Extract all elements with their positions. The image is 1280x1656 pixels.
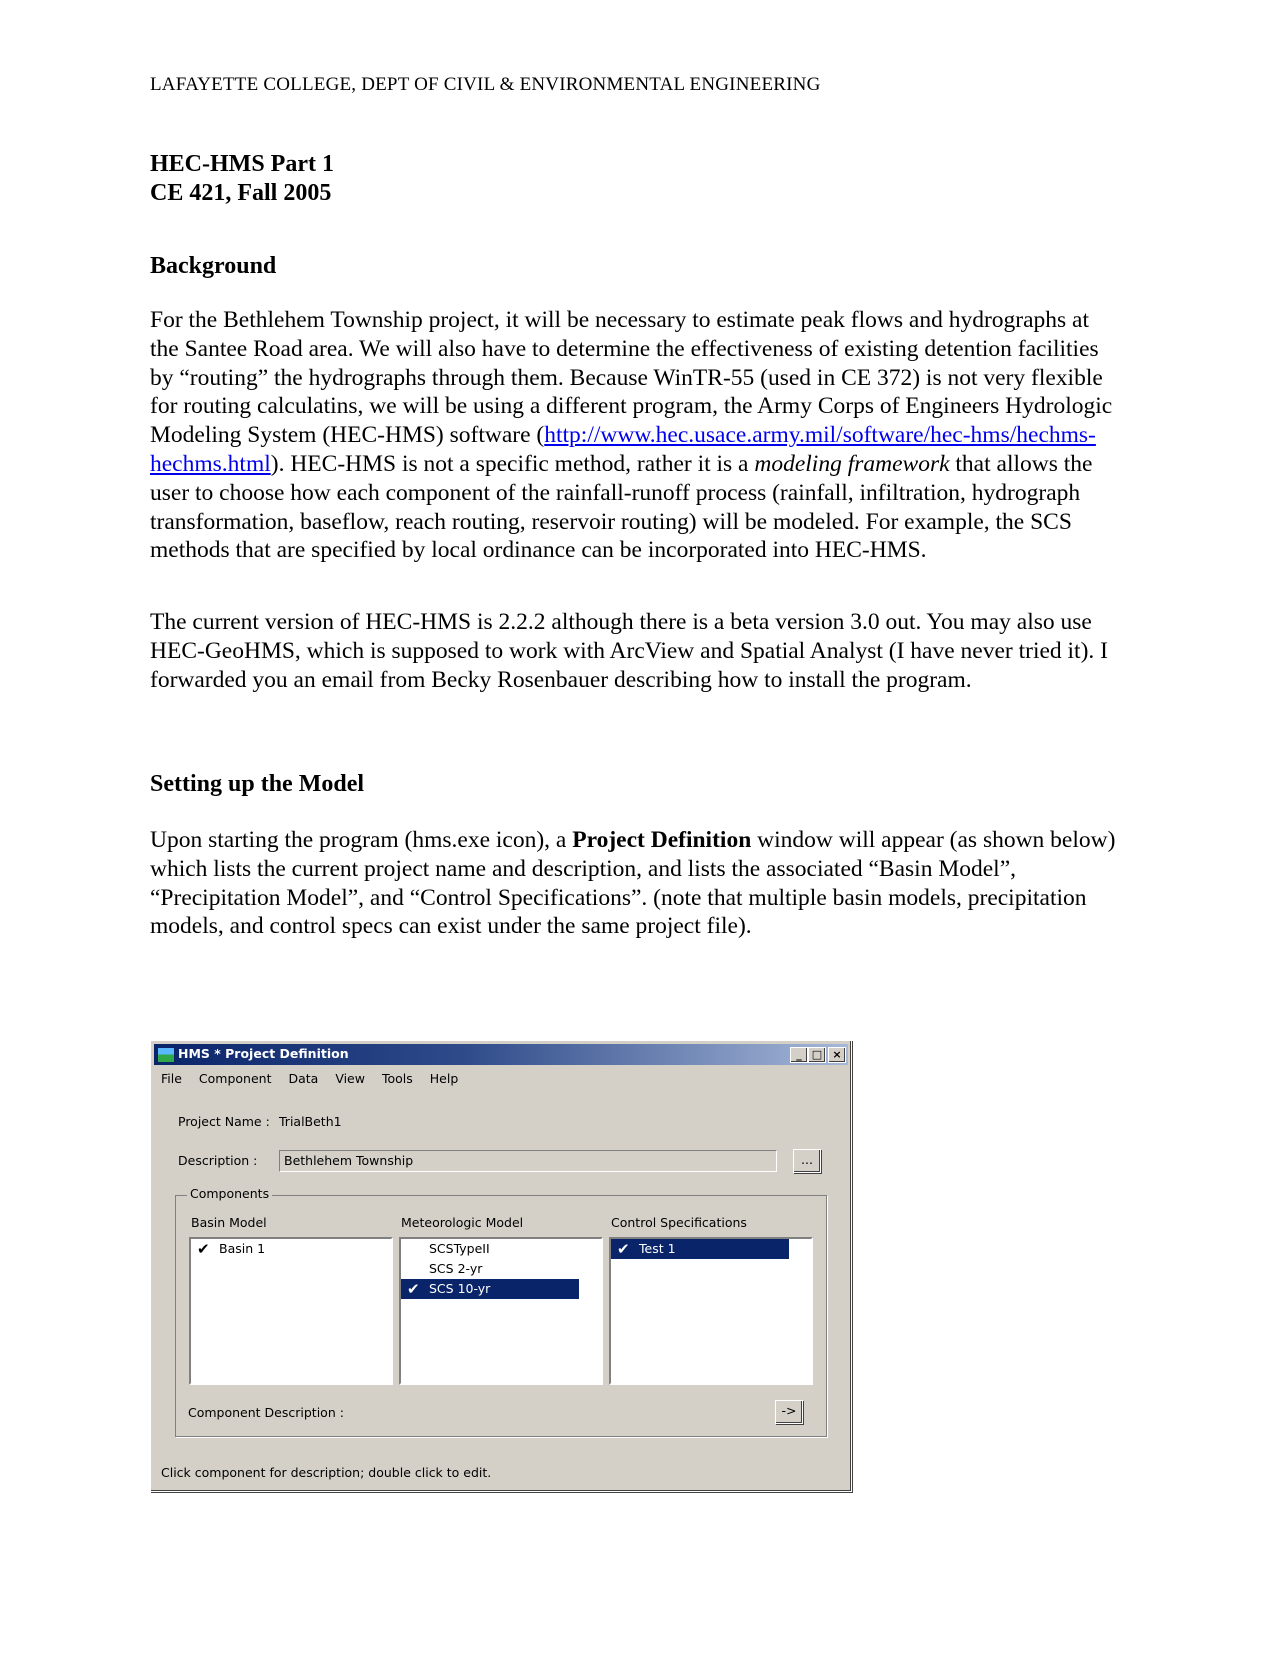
background-paragraph xyxy=(150,306,1120,565)
menu-view[interactable]: View xyxy=(335,1071,365,1086)
project-name-value: TrialBeth1 xyxy=(279,1114,342,1129)
hms-app-icon xyxy=(157,1047,175,1063)
basin-model-list[interactable] xyxy=(189,1237,393,1385)
menu-component[interactable]: Component xyxy=(198,1071,272,1086)
status-bar: Click component for description; double click to edit. xyxy=(161,1465,492,1480)
menu-help[interactable]: Help xyxy=(429,1071,459,1086)
menu-tools[interactable]: Tools xyxy=(381,1071,413,1086)
meteorologic-model-list[interactable] xyxy=(399,1237,603,1385)
page-header: LAFAYETTE COLLEGE, DEPT OF CIVIL & ENVIRONMENTAL ENGINEERING xyxy=(150,74,821,95)
para1-italic: modeling framework xyxy=(754,450,950,477)
meteorologic-model-item-selected[interactable] xyxy=(401,1279,579,1299)
version-paragraph: The current version of HEC-HMS is 2.2.2 although there is a beta version 3.0 out. You may also use HEC-GeoHMS, which is supposed to work with ArcView and Spatial Analyst (I have never tried it). I forwarded you an email from Becky Rosenbauer describing how to install the program. xyxy=(150,609,1108,693)
close-button[interactable]: × xyxy=(828,1047,846,1063)
hec-hms-link[interactable]: http://www.hec.usace.army.mil/software/hec-hms/hechms-hechms.html xyxy=(150,422,1096,477)
menu-bar xyxy=(161,1071,471,1086)
setup-heading: Setting up the Model xyxy=(150,771,365,797)
minimize-button[interactable]: _ xyxy=(790,1047,808,1063)
title-bar[interactable] xyxy=(154,1044,848,1065)
description-field[interactable]: Bethlehem Township xyxy=(279,1150,777,1172)
meteorologic-model-item-label: SCSTypeII xyxy=(429,1241,490,1256)
control-specs-list[interactable] xyxy=(609,1237,813,1385)
setup-paragraph xyxy=(150,826,1120,941)
browse-button[interactable]: ... xyxy=(793,1149,821,1173)
meteorologic-model-item-label: SCS 10-yr xyxy=(429,1281,491,1296)
arrow-button[interactable]: -> xyxy=(775,1400,803,1424)
project-definition-window xyxy=(150,1040,852,1492)
menu-file[interactable]: File xyxy=(161,1071,182,1086)
project-name-label: Project Name : xyxy=(178,1114,270,1129)
menu-data[interactable]: Data xyxy=(288,1071,319,1086)
checkmark-icon: ✔ xyxy=(407,1280,420,1298)
para3-bold: Project Definition xyxy=(572,827,752,853)
components-label: Components xyxy=(187,1186,272,1201)
control-spec-item-selected[interactable] xyxy=(611,1239,789,1259)
window-title: HMS * Project Definition xyxy=(178,1046,349,1061)
para1-text-1: For the Bethlehem Township project, it will be necessary to estimate peak flows and hydrographs at the Santee Road area. We will also have to determine the effectiveness of existing detention facilities by “routing” the hydrographs through them. Because WinTR-55 (used in CE 372) is not very flexible for routing calculatins, we will be using a different program, the Army Corps of Engineers Hydrologic Modeling System (HEC-HMS) software ( xyxy=(150,307,1113,449)
meteorologic-model-label: Meteorologic Model xyxy=(401,1215,524,1230)
background-heading: Background xyxy=(150,253,277,279)
meteorologic-model-item-label: SCS 2-yr xyxy=(429,1261,483,1276)
para3-text-1: Upon starting the program (hms.exe icon), a xyxy=(150,827,573,853)
maximize-button[interactable]: □ xyxy=(808,1047,826,1063)
title-line-2: CE 421, Fall 2005 xyxy=(150,180,332,206)
basin-model-label: Basin Model xyxy=(191,1215,267,1230)
checkmark-icon: ✔ xyxy=(197,1240,210,1258)
para1-text-2: ). HEC-HMS is not a specific method, rather it is a xyxy=(270,450,755,477)
para1-text-3: that allows the user to choose how each component of the rainfall-runoff process (rainfall, infiltration, hydrograph transformation, baseflow, reach routing, reservoir routing) will be modeled. For example, the SCS methods that are specified by local ordinance can be incorporated into HEC-HMS. xyxy=(150,450,1093,564)
meteorologic-model-item[interactable] xyxy=(401,1259,579,1279)
para3-text-2: window will appear (as shown below) which lists the current project name and description, and lists the associated “Basin Model”, “Precipitation Model”, and “Control Specifications”. (note that multiple basin models, precipitation models, and control specs can exist under the same project file). xyxy=(150,827,1116,940)
checkmark-icon: ✔ xyxy=(617,1240,630,1258)
meteorologic-model-item[interactable] xyxy=(401,1239,579,1259)
title-line-1: HEC-HMS Part 1 xyxy=(150,151,334,177)
basin-model-item[interactable] xyxy=(191,1239,391,1259)
document-title xyxy=(150,150,334,208)
component-description-label: Component Description : xyxy=(188,1405,344,1420)
control-specs-label: Control Specifications xyxy=(611,1215,747,1230)
basin-model-item-label: Basin 1 xyxy=(219,1241,266,1256)
control-spec-item-label: Test 1 xyxy=(639,1241,676,1256)
description-label: Description : xyxy=(178,1153,258,1168)
